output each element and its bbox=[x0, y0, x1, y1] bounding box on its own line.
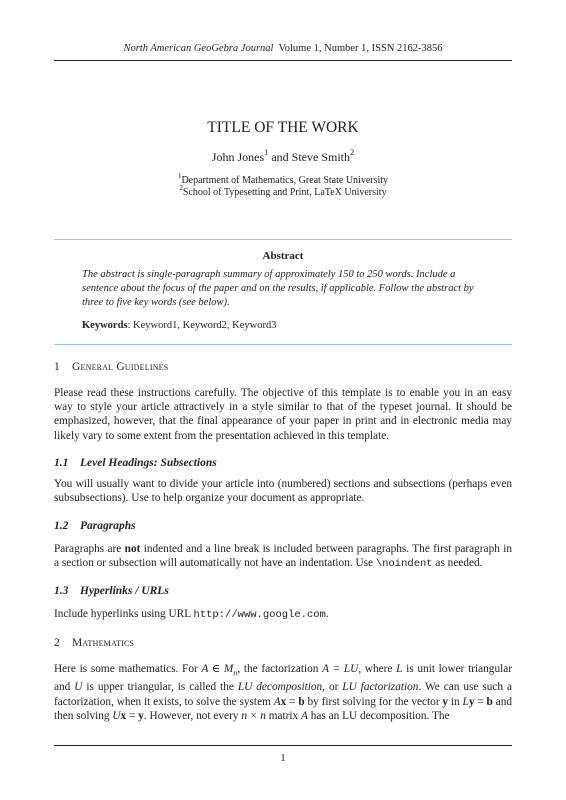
math-vector: b bbox=[486, 695, 493, 708]
emphasis: LU decomposition bbox=[237, 681, 323, 694]
math-subscript: n bbox=[233, 668, 238, 678]
header-rule bbox=[54, 60, 512, 61]
keywords bbox=[82, 320, 277, 331]
affiliation-2-mark: 2 bbox=[179, 183, 183, 192]
paragraphs-bold-not: not bbox=[124, 543, 141, 555]
math-text: is unit lower triangular and bbox=[54, 663, 513, 694]
paragraphs-text-1: Paragraphs are bbox=[54, 543, 125, 555]
affiliation-1-text: Department of Mathematics, Great State University bbox=[181, 175, 389, 186]
running-head bbox=[0, 43, 566, 54]
authors bbox=[0, 150, 566, 165]
math-vector: x bbox=[280, 695, 287, 708]
math-vector: y bbox=[442, 695, 449, 708]
subsection-1-1-heading bbox=[54, 457, 217, 469]
math-text: matrix bbox=[265, 709, 302, 722]
math-expr: U bbox=[74, 681, 83, 694]
author-2-mark: 2 bbox=[350, 148, 355, 158]
footer-rule bbox=[54, 745, 512, 746]
keywords-list: : Keyword1, Keyword2, Keyword3 bbox=[127, 320, 277, 331]
author-2: Steve Smith bbox=[291, 150, 350, 164]
math-expr: A bbox=[273, 695, 281, 708]
affiliation-1-mark: 1 bbox=[177, 171, 182, 180]
paper-title: TITLE OF THE WORK bbox=[207, 119, 359, 136]
emphasis: LU factorization bbox=[342, 681, 419, 694]
section-1-number: 1 bbox=[54, 361, 60, 373]
abstract-bottom-rule bbox=[54, 344, 512, 345]
affiliation-1 bbox=[0, 171, 566, 186]
journal-info: Volume 1, Number 1, ISSN 2162-3856 bbox=[278, 43, 443, 54]
author-1: John Jones bbox=[211, 150, 265, 164]
section-2-paragraph bbox=[54, 662, 512, 723]
affiliation-2-text: School of Typesetting and Print, bbox=[182, 187, 315, 198]
subsection-1-3-paragraph bbox=[54, 607, 512, 622]
math-vector: b bbox=[298, 695, 305, 708]
keywords-label: Keywords bbox=[82, 320, 128, 331]
subsection-1-3-number: 1.3 bbox=[54, 585, 69, 597]
math-text: = bbox=[126, 709, 139, 722]
abstract-text: The abstract is single-paragraph summary of approximately 150 to 250 words. Include a sentence about the focus of the paper and on the results, if applicable. Follow the abstract by three to five key words (see below). bbox=[82, 269, 474, 308]
subsection-1-2-paragraph bbox=[54, 542, 512, 571]
math-text: . However, not every bbox=[143, 709, 242, 722]
authors-and: and bbox=[268, 150, 292, 164]
subsection-1-3-heading bbox=[54, 585, 169, 597]
math-expr: L bbox=[462, 695, 469, 708]
journal-name: North American GeoGebra Journal bbox=[123, 43, 274, 54]
math-text: Here is some mathematics. For bbox=[54, 663, 202, 675]
math-text: is upper triangular, is called the bbox=[82, 681, 238, 694]
subsection-1-2-number: 1.2 bbox=[54, 520, 69, 532]
hyperlinks-text-2: . bbox=[325, 608, 329, 620]
latex-logo: LaTeX bbox=[314, 187, 342, 198]
math-text: and then solving bbox=[54, 695, 512, 722]
math-vector: y bbox=[138, 709, 144, 722]
math-expr: n × n bbox=[241, 709, 266, 722]
paragraphs-text-3: as needed. bbox=[432, 557, 483, 570]
math-vector: x bbox=[120, 709, 127, 722]
section-1-title: General Guidelines bbox=[72, 361, 169, 373]
math-text: , or bbox=[322, 681, 343, 694]
affiliation-2-text-after: University bbox=[341, 187, 387, 198]
noindent-code: \noindent bbox=[375, 558, 433, 571]
hyperlinks-text-1: Include hyperlinks using URL bbox=[54, 608, 194, 620]
page-number: 1 bbox=[280, 752, 286, 764]
math-expr: U bbox=[112, 709, 121, 722]
abstract-heading: Abstract bbox=[262, 250, 304, 262]
subsection-1-1-number: 1.1 bbox=[54, 457, 69, 469]
math-text: = bbox=[286, 695, 299, 708]
paragraphs-text-2: indented and a line break is included between paragraphs. The first paragraph in a section or subsection will automatically not have an indentation. Use bbox=[54, 543, 512, 570]
subsection-1-2-title: Paragraphs bbox=[80, 520, 136, 532]
math-expr: A = LU bbox=[322, 663, 359, 675]
subsection-1-3-title: Hyperlinks / URLs bbox=[80, 585, 169, 597]
math-text: by first solving for the vector bbox=[304, 695, 443, 708]
math-expr: L bbox=[396, 663, 403, 675]
abstract-top-rule bbox=[54, 239, 512, 240]
math-text: = bbox=[474, 695, 487, 708]
author-1-mark: 1 bbox=[264, 148, 269, 158]
affiliation-2 bbox=[0, 183, 566, 198]
math-expr: A bbox=[301, 709, 308, 722]
math-text: , where bbox=[358, 663, 397, 675]
math-expr: A ∈ M bbox=[201, 663, 234, 675]
math-vector: y bbox=[468, 695, 475, 708]
section-2-title: Mathematics bbox=[72, 637, 135, 649]
section-1-heading bbox=[54, 361, 168, 373]
math-text: . We can use such a factorization, when it exists, to solve the system bbox=[54, 681, 513, 708]
subsection-1-1-title: Level Headings: Subsections bbox=[80, 457, 217, 469]
math-text: has an LU decomposition. The bbox=[307, 709, 450, 722]
section-2-heading bbox=[54, 637, 134, 649]
math-text: in bbox=[448, 695, 463, 708]
subsection-1-1-paragraph: You will usually want to divide your article into (numbered) sections and subsections (perhaps even subsubsections). Use to help organize your document as appropriate. bbox=[54, 478, 512, 505]
url-link[interactable]: http://www.google.com bbox=[193, 609, 326, 621]
section-2-number: 2 bbox=[54, 637, 60, 649]
subsection-1-2-heading bbox=[54, 520, 136, 532]
section-1-paragraph: Please read these instructions carefully. The objective of this template is to enable you in an easy way to style your article attractively in a style similar to that of the typeset journal. It should be emphasized, however, that the final appearance of your paper in print and in electronic media may likely vary to some extent from the presentation achieved in this template. bbox=[54, 387, 512, 442]
math-text: , the factorization bbox=[237, 663, 323, 675]
